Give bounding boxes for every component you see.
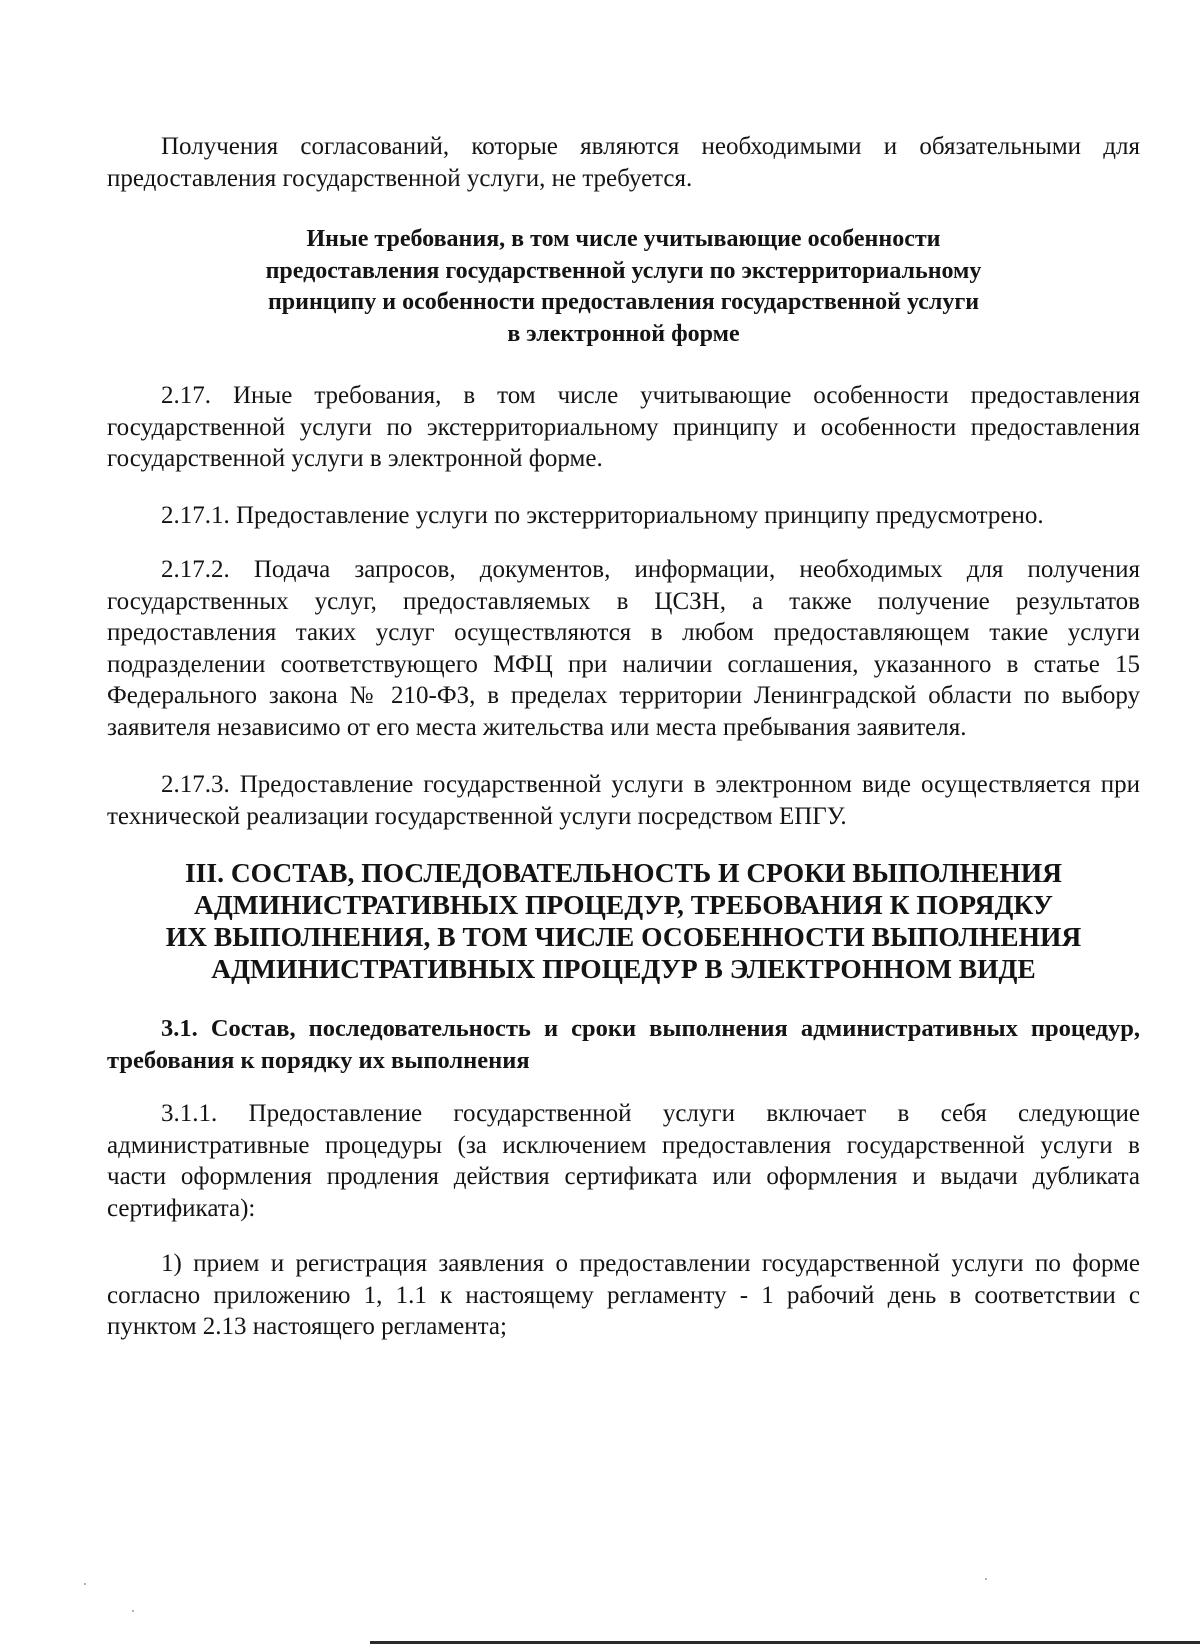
paragraph-2-17-2: 2.17.2. Подача запросов, документов, информации, необходимых для получения государственных услуг, предоставляемых в ЦСЗН, а также получение результатов предоставления таких услуг осуществляются в любом предоставляющем такие услуги подразделении соответствующего МФЦ при наличии соглашения, указанного в статье 15 Федерального закона № 210-ФЗ, в пределах территории Ленинградской области по выбору заявителя независимо от его места жительства или места пребывания заявителя. xyxy=(107,556,1140,741)
paragraph-2-17-1: 2.17.1. Предоставление услуги по экстерриториальному принципу предусмотрено. xyxy=(161,501,1044,529)
paragraph-3-1-1: 3.1.1. Предоставление государственной услуги включает в себя следующие административные процедуры (за исключением предоставления государственной услуги в части оформления продления действия сертификата или оформления и выдачи дубликата сертификата): xyxy=(107,1100,1140,1222)
list-item-1: 1) прием и регистрация заявления о предоставлении государственной услуги по форме согласно приложению 1, 1.1 к настоящему регламенту - 1 рабочий день в соответствии с пунктом 2.13 настоящего регламента; xyxy=(107,1250,1140,1340)
paragraph-approvals: Получения согласований, которые являются необходимыми и обязательными для предоставления государственной услуги, не требуется. xyxy=(107,133,1140,192)
heading-other-requirements-line-2: предоставления государственной услуги по экстерриториальному xyxy=(265,257,982,284)
scan-speck xyxy=(132,1610,134,1612)
section-3-heading-line-4: АДМИНИСТРАТИВНЫХ ПРОЦЕДУР В ЭЛЕКТРОННОМ ВИДЕ xyxy=(211,953,1036,984)
subsection-3-1-heading: 3.1. Состав, последовательность и сроки выполнения административных процедур, требования к порядку их выполнения xyxy=(107,1015,1140,1074)
heading-other-requirements-line-4: в электронной форме xyxy=(507,320,740,347)
section-3-heading-line-2: АДМИНИСТРАТИВНЫХ ПРОЦЕДУР, ТРЕБОВАНИЯ К ПОРЯДКУ xyxy=(194,889,1053,920)
heading-other-requirements-line-3: принципу и особенности предоставления государственной услуги xyxy=(267,289,980,315)
section-3-heading-line-3: ИХ ВЫПОЛНЕНИЯ, В ТОМ ЧИСЛЕ ОСОБЕННОСТИ ВЫПОЛНЕНИЯ xyxy=(165,921,1082,952)
section-3-heading-line-1: III. СОСТАВ, ПОСЛЕДОВАТЕЛЬНОСТЬ И СРОКИ ВЫПОЛНЕНИЯ xyxy=(184,857,1063,888)
paragraph-2-17-3: 2.17.3. Предоставление государственной услуги в электронном виде осуществляется при технической реализации государственной услуги посредством ЕПГУ. xyxy=(107,771,1140,830)
heading-other-requirements-line-1: Иные требования, в том числе учитывающие особенности xyxy=(306,226,941,252)
scan-bottom-edge xyxy=(370,1641,1200,1644)
scan-speck xyxy=(84,1583,86,1585)
scan-speck xyxy=(985,1578,987,1580)
document-body xyxy=(107,131,1140,1343)
paragraph-2-17: 2.17. Иные требования, в том числе учитывающие особенности предоставления государственной услуги по экстерриториальному принципу и особенности предоставления государственной услуги в электронной форме. xyxy=(107,382,1140,472)
